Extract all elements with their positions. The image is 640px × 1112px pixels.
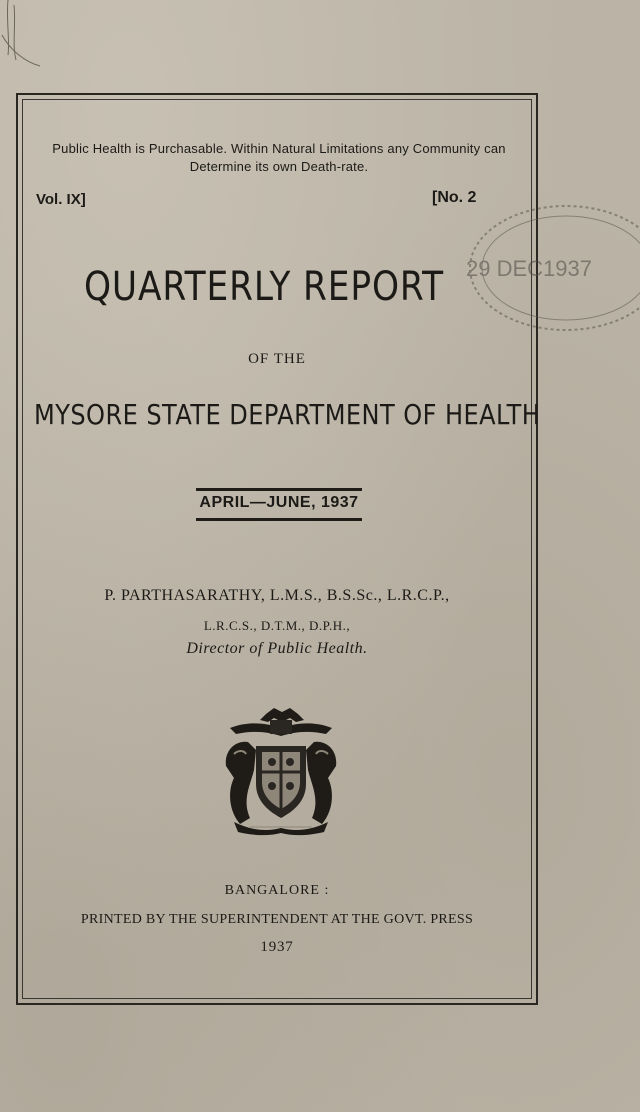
author-name: P. PARTHASARATHY, L.M.S., B.S.Sc., L.R.C.P., (104, 587, 450, 604)
mysore-coat-of-arms-icon (220, 706, 342, 836)
title-connector: OF THE (248, 351, 306, 367)
period-rule-bottom (196, 518, 362, 521)
department-name: MYSORE STATE DEPARTMENT OF HEALTH (34, 398, 541, 431)
report-title: QUARTERLY REPORT (84, 264, 445, 310)
publication-year: 1937 (260, 939, 294, 955)
stamp-date: 29 DEC1937 (466, 256, 592, 281)
period-rule-top (196, 488, 362, 491)
pencil-mark-icon (0, 0, 50, 70)
publication-place: BANGALORE : (224, 883, 330, 898)
date-received-stamp (448, 196, 640, 356)
issue-number: [No. 2 (432, 189, 477, 206)
volume-label: Vol. IX] (36, 191, 86, 208)
tagline: Public Health is Purchasable. Within Natural Limitations any Community can Determine its own Death-rate. (52, 141, 506, 174)
author-role: Director of Public Health. (186, 640, 368, 657)
report-period: APRIL—JUNE, 1937 (199, 494, 359, 511)
printer-line: PRINTED BY THE SUPERINTENDENT AT THE GOVT. PRESS (80, 912, 474, 927)
author-degrees: L.R.C.S., D.T.M., D.P.H., (203, 618, 351, 633)
